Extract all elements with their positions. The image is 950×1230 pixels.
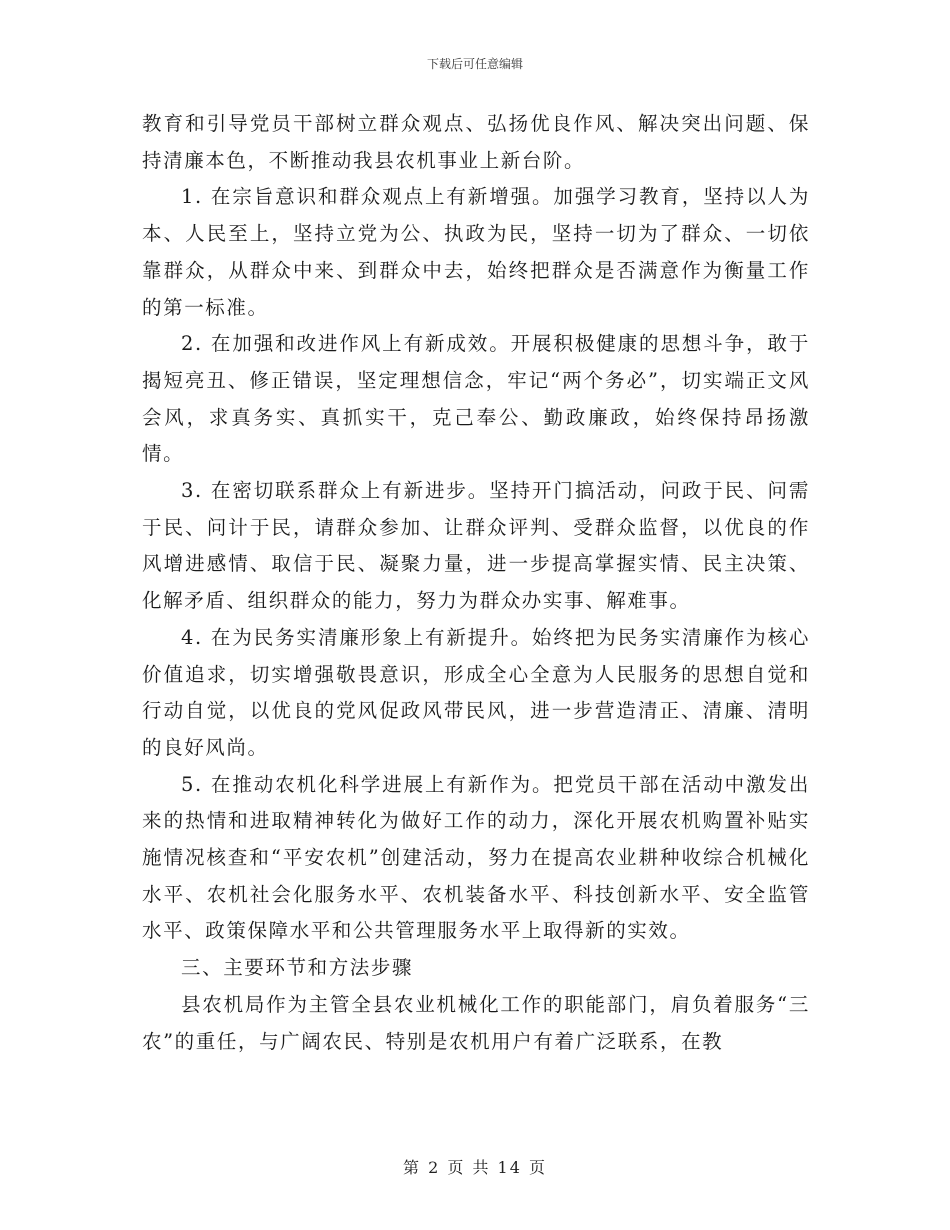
paragraph-continuation: 教育和引导党员干部树立群众观点、弘扬优良作风、解决突出问题、保持清廉本色，不断推动我县农机事业上新台阶。	[142, 112, 810, 172]
paragraph-item-1: 1. 在宗旨意识和群众观点上有新增强。加强学习教育，坚持以人为本、人民至上，坚持立党为公、执政为民，坚持一切为了群众、一切依靠群众，从群众中来、到群众中去，始终把群众是否满意作为衡量工作的第一标准。	[142, 185, 810, 319]
page-header-note: 下载后可任意编辑	[426, 57, 523, 71]
paragraph-item-4: 4. 在为民务实清廉形象上有新提升。始终把为民务实清廉作为核心价值追求，切实增强敬畏意识，形成全心全意为人民服务的思想自觉和行动自觉，以优良的党风促政风带民风，进一步营造清正、清廉、清明的良好风尚。	[142, 625, 810, 759]
section-heading-3: 三、主要环节和方法步骤	[181, 956, 414, 980]
paragraph-item-2: 2. 在加强和改进作风上有新成效。开展积极健康的思想斗争，敢于揭短亮丑、修正错误，坚定理想信念，牢记“两个务必”，切实端正文风会风，求真务实、真抓实干，克己奉公、勤政廉政，始终保持昂扬激情。	[142, 332, 810, 466]
paragraph-section-3-intro: 县农机局作为主管全县农业机械化工作的职能部门，肩负着服务“三农”的重任，与广阔农民、特别是农机用户有着广泛联系，在教	[142, 992, 810, 1053]
document-body	[142, 106, 810, 1060]
paragraph-item-3: 3. 在密切联系群众上有新进步。坚持开门搞活动，问政于民、问需于民、问计于民，请群众参加、让群众评判、受群众监督，以优良的作风增进感情、取信于民、凝聚力量，进一步提高掌握实情、民主决策、化解矛盾、组织群众的能力，努力为群众办实事、解难事。	[142, 479, 810, 613]
page-number: 第 2 页 共 14 页	[403, 1158, 547, 1177]
paragraph-item-5: 5. 在推动农机化科学进展上有新作为。把党员干部在活动中激发出来的热情和进取精神转化为做好工作的动力，深化开展农机购置补贴实施情况核查和“平安农机”创建活动，努力在提高农业耕种收综合机械化水平、农机社会化服务水平、农机装备水平、科技创新水平、安全监管水平、政策保障水平和公共管理服务水平上取得新的实效。	[142, 772, 810, 943]
